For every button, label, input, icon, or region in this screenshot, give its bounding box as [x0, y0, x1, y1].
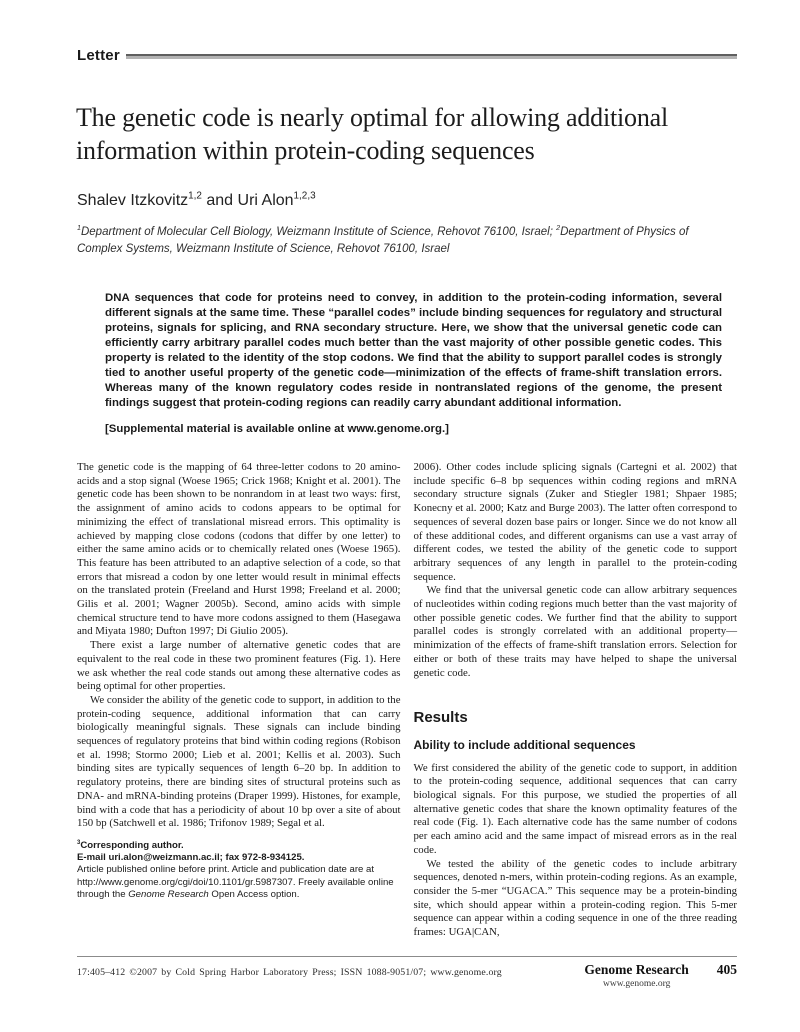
abstract-block: [105, 291, 722, 448]
journal-footer-block: [584, 962, 737, 989]
copyright-line: 17:405–412 ©2007 by Cold Spring Harbor Laboratory Press; ISSN 1088-9051/07; www.genome.org: [77, 967, 502, 978]
journal-name-row: [584, 962, 737, 978]
author-name: and Uri Alon: [201, 192, 294, 209]
footer-rule: [77, 956, 737, 957]
authors-line: [77, 192, 316, 210]
affiliation-text: Department of Molecular Cell Biology, Weizmann Institute of Science, Rehovot 76100, Israel;: [80, 226, 557, 238]
supplemental-note: [Supplemental material is available online at www.genome.org.]: [105, 423, 449, 435]
paragraph: We find that the universal genetic code can allow arbitrary sequences of nucleotides within coding regions much better than the vast majority of other possible genetic codes. We further find that the ability to support parallel codes is strongly correlated with an additional property—minimization of the effects of frame-shift translation errors. Selection for either or both of these traits may have helped to shape the universal genetic code.: [413, 584, 737, 679]
kicker-rule: [126, 54, 737, 59]
results-heading: Results: [413, 709, 468, 727]
paragraph: We tested the ability of the genetic codes to include arbitrary sequences, denoted n-mers, within protein-coding regions. As an example, consider the 5-mer “UGACA.” This sequence may be a protein-binding site, which should appear within a protein-coding region. This 5-mer sequence can appear within a coding sequence in one of the three reading frames: UGA|CAN,: [413, 857, 737, 939]
page-number: 405: [716, 962, 737, 977]
body-columns: [77, 461, 737, 940]
paragraph: 2006). Other codes include splicing signals (Cartegni et al. 2002) that include specific 6–8 bp sequences within coding regions and mRNA secondary structure signals (Zuker and Stiegler 1981; Shpaer 1985; Konecny et al. 2000; Katz and Burge 2003). The latter often correspond to sequences of several dozen base pairs or longer. Since we do not know all of these additional codes, and different organisms can use a vast array of different codes, we tested the ability of the genetic code to support arbitrary sequences of any length in parallel to the protein-coding sequence.: [413, 461, 737, 583]
paragraph: We first considered the ability of the genetic code to support, in addition to the protein-coding sequence, additional sequences that can carry biological signals. For this purpose, we studied the properties of all alternative genetic codes that share the known optimality features of the real code (Fig. 1). Each alternative code has the same number of codons per each amino acid and the same impact of misread errors as in the real code.: [413, 761, 737, 856]
left-column: [77, 461, 401, 940]
author-name: Shalev Itzkovitz: [77, 192, 189, 209]
paragraph: There exist a large number of alternative genetic codes that are equivalent to the real code in these two prominent features (Fig. 1). Here we ask whether the real code stands out among these alternative codes as being optimal for other properties.: [77, 639, 401, 693]
footnote-publication-line: [77, 864, 401, 901]
footnote-sup: 3: [77, 839, 81, 846]
affiliation-sup: 2: [556, 224, 561, 233]
page-footer: [77, 962, 737, 989]
journal-name-italic: Genome Research: [128, 888, 209, 900]
footnote-text: Corresponding author.: [80, 839, 184, 851]
paragraph: The genetic code is the mapping of 64 three-letter codons to 20 amino-acids and a stop signal (Woese 1965; Crick 1968; Knight et al. 2001). The genetic code has been shown to be nonrandom in at least two ways: first, the assignment of amino acids to codons appears to be optimal for minimizing the effect of translational misread errors. This optimality is achieved by mapping close codons (codons that differ by one letter) to either the same amino acids or to chemically related ones (Woese 1965). This feature has been attributed to an adaptive selection of a code, so that errors that misread a codon by one letter would result in minimal effects on the translated protein (Freeland and Hurst 1998; Freeland et al. 2000; Gilis et al. 2001; Wagner 2005b). Second, amino acids with simple chemical structure tend to have more codons assigned to them (Hasegawa and Miyata 1980; Dufton 1997; Di Giulio 2005).: [77, 461, 401, 638]
footnote-text: Article published online before print. Article and publication date are at http://www.genome.org/cgi/doi/10.1101/gr.5987307. Freely available online through the: [77, 864, 394, 900]
article-type-row: [77, 47, 737, 64]
footnote-line: [77, 840, 401, 852]
journal-name: Genome Research: [584, 962, 689, 977]
author-affiliation-sup: 1,2,3: [293, 190, 316, 202]
affiliation-sup: 1: [77, 224, 81, 233]
paragraph: We consider the ability of the genetic code to support, in addition to the protein-coding sequence, additional information that can carry biologically meaningful signals. These signals can include binding sequences of regulatory proteins that bind within coding regions (Robison et al. 1998; Stormo 2000; Lieb et al. 2001; Kellis et al. 2003). Such binding sites are typically sequences of length 6–20 bp. In addition to regulatory proteins, there are binding sites of structural proteins such as DNA- and mRNA-binding proteins (Draper 1999). Histones, for example, bind with a code that has a periodicity of about 10 bp over a site of about 150 bp (Satchwell et al. 1986; Trifonov 1989; Segal et al.: [77, 693, 401, 830]
footnote-email-line: E-mail uri.alon@weizmann.ac.il; fax 972-8-934125.: [77, 852, 305, 864]
article-type-label: Letter: [77, 47, 120, 64]
corresponding-author-footnote: [77, 840, 401, 901]
journal-website: www.genome.org: [603, 979, 671, 989]
footnote-text: Open Access option.: [208, 888, 300, 900]
affiliations: [77, 224, 732, 258]
article-title: The genetic code is nearly optimal for allowing additional information within protein-coding sequences: [76, 103, 668, 166]
right-column: [414, 461, 738, 940]
author-affiliation-sup: 1,2: [188, 190, 202, 202]
section-subheading: Ability to include additional sequences: [413, 737, 636, 752]
abstract-text: DNA sequences that code for proteins need to convey, in addition to the protein-coding information, several different signals at the same time. These “parallel codes” include binding sequences for regulatory and structural proteins, signals for splicing, and RNA secondary structure. Here, we show that the universal genetic code can efficiently carry arbitrary parallel codes much better than the vast majority of other possible genetic codes. This property is related to the identity of the stop codons. We find that the ability to support parallel codes is strongly tied to another useful property of the genetic code—minimization of the effects of frame-shift translation errors. Whereas many of the known regulatory codes reside in nontranslated regions of the genome, the present findings suggest that protein-coding regions can readily carry abundant additional information.: [105, 292, 722, 409]
affiliation-text: Department of Physics of Complex Systems, Weizmann Institute of Science, Rehovot 76100, Israel: [77, 226, 689, 255]
